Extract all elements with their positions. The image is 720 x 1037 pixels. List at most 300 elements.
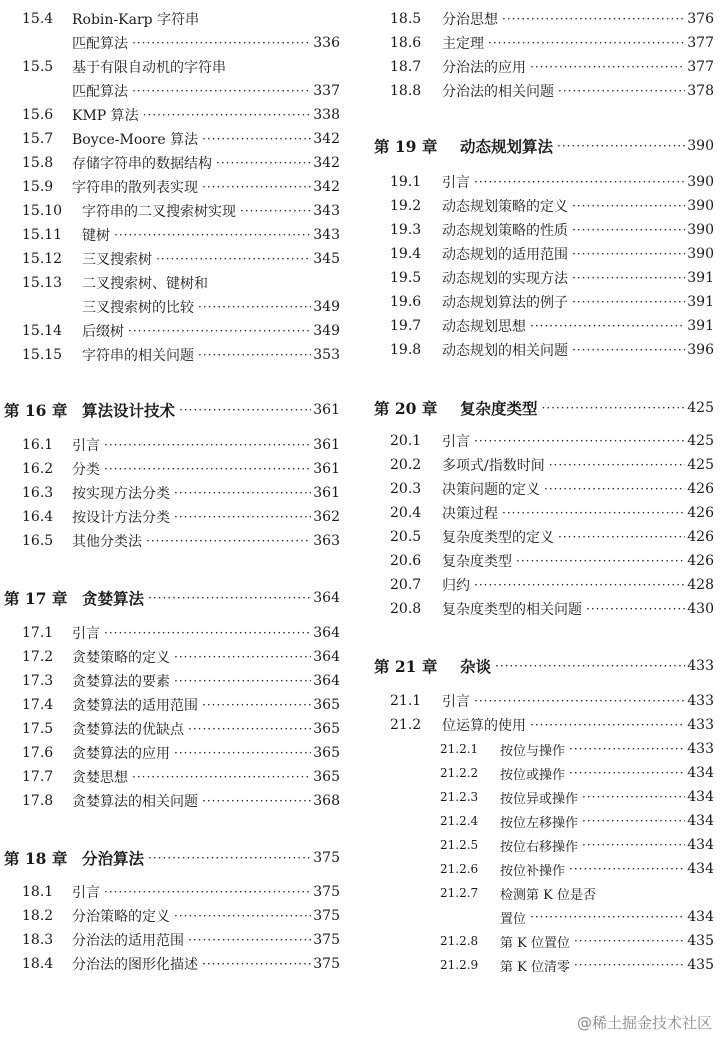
section-number: 20.5 — [390, 529, 422, 545]
toc-entry — [0, 7, 340, 31]
section-number: 15.8 — [22, 155, 54, 171]
page-number: 391 — [687, 294, 714, 310]
section-title: 决策问题的定义 — [442, 482, 540, 498]
section-number: 17.4 — [22, 697, 54, 713]
section-number: 15.9 — [22, 179, 54, 195]
section-number: 15.15 — [22, 347, 63, 363]
page-number: 435 — [687, 957, 714, 973]
page-number: 434 — [687, 789, 714, 805]
leader-dots — [572, 271, 685, 285]
section-number: 21.2.5 — [440, 838, 479, 852]
chapter-number: 第 16 章 — [4, 401, 68, 420]
page-number: 361 — [313, 402, 340, 418]
section-number: 18.2 — [22, 908, 54, 924]
section-title: 动态规划算法的例子 — [442, 295, 568, 311]
leader-dots — [216, 156, 311, 170]
leader-dots — [240, 204, 311, 218]
section-title: 字符串的二叉搜索树实现 — [82, 204, 236, 220]
section-number: 19.4 — [390, 246, 422, 262]
section-title: 分治法的相关问题 — [442, 84, 554, 100]
section-title: 二叉搜索树、键树和 — [82, 276, 208, 292]
section-title: 按设计方法分类 — [72, 510, 170, 526]
toc-entry — [372, 785, 714, 809]
page-number: 434 — [687, 837, 714, 853]
page-number: 345 — [313, 251, 340, 267]
page-number: 433 — [687, 717, 714, 733]
page-number: 426 — [687, 481, 714, 497]
section-number: 21.2 — [390, 717, 422, 733]
section-title: 动态规划的相关问题 — [442, 343, 568, 359]
section-title: 复杂度类型的相关问题 — [442, 602, 582, 618]
section-number: 18.6 — [390, 35, 422, 51]
toc-entry — [372, 761, 714, 785]
page-number: 434 — [687, 765, 714, 781]
toc-entry — [372, 242, 714, 266]
section-title: KMP 算法 — [72, 108, 139, 124]
toc-entry — [0, 952, 340, 976]
page-number: 376 — [687, 11, 714, 27]
section-title: 位运算的使用 — [442, 718, 526, 734]
toc-entry — [0, 789, 340, 813]
chapter-heading — [0, 396, 340, 424]
section-number: 19.3 — [390, 222, 422, 238]
section-number: 21.2.1 — [440, 742, 479, 756]
section-number: 20.7 — [390, 577, 422, 593]
page-number: 365 — [313, 769, 340, 785]
leader-dots — [569, 862, 685, 876]
leader-dots — [542, 401, 686, 415]
toc-entry — [372, 573, 714, 597]
section-title: 按位右移操作 — [500, 839, 579, 855]
leader-dots — [202, 698, 311, 712]
leader-dots — [174, 674, 311, 688]
page-number: 426 — [687, 505, 714, 521]
section-title: 匹配算法 — [72, 36, 128, 52]
section-title: 引言 — [72, 438, 100, 454]
toc-entry — [0, 693, 340, 717]
chapter-number: 第 20 章 — [374, 399, 438, 418]
page-number: 433 — [687, 658, 714, 674]
section-number: 16.2 — [22, 461, 54, 477]
page-number: 378 — [687, 83, 714, 99]
section-number: 17.2 — [22, 649, 54, 665]
section-title: 贪婪算法的要素 — [72, 674, 170, 690]
leader-dots — [174, 746, 311, 760]
chapter-heading — [372, 394, 714, 422]
chapter-heading — [372, 132, 714, 160]
page-number: 426 — [687, 553, 714, 569]
section-number: 19.1 — [390, 174, 422, 190]
toc-entry — [0, 199, 340, 223]
section-number: 15.12 — [22, 251, 63, 267]
section-title: 动态规划策略的定义 — [442, 199, 568, 215]
section-title: 第 K 位置位 — [500, 935, 570, 951]
toc-entry — [0, 669, 340, 693]
section-number: 17.3 — [22, 673, 54, 689]
section-title: 动态规划策略的性质 — [442, 223, 568, 239]
section-title: 按位左移操作 — [500, 815, 579, 831]
chapter-heading — [0, 844, 340, 872]
toc-entry — [0, 645, 340, 669]
page-number: 364 — [313, 625, 340, 641]
page-number: 425 — [687, 400, 714, 416]
toc-entry — [372, 857, 714, 881]
page-number: 375 — [313, 932, 340, 948]
toc-entry — [372, 170, 714, 194]
section-number: 19.6 — [390, 294, 422, 310]
leader-dots — [488, 36, 685, 50]
page-number: 434 — [687, 813, 714, 829]
leader-dots — [188, 722, 311, 736]
section-number: 20.6 — [390, 553, 422, 569]
page-number: 390 — [687, 174, 714, 190]
toc-entry — [0, 103, 340, 127]
page-number: 365 — [313, 697, 340, 713]
toc-entry — [0, 928, 340, 952]
section-number: 15.10 — [22, 203, 63, 219]
section-number: 17.7 — [22, 769, 54, 785]
section-number: 15.7 — [22, 131, 54, 147]
section-number: 20.3 — [390, 481, 422, 497]
section-title: 分治策略的定义 — [72, 909, 170, 925]
section-title: 匹配算法 — [72, 84, 128, 100]
section-title: 引言 — [442, 175, 470, 191]
section-title: 按位与操作 — [500, 743, 566, 759]
leader-dots — [557, 139, 685, 153]
section-number: 21.2.6 — [440, 862, 479, 876]
page-number: 338 — [313, 107, 340, 123]
leader-dots — [495, 659, 685, 673]
section-number: 19.2 — [390, 198, 422, 214]
section-title: 按位补操作 — [500, 863, 566, 879]
section-title: 贪婪算法的优缺点 — [72, 722, 184, 738]
section-number: 21.2.4 — [440, 814, 479, 828]
leader-dots — [569, 766, 685, 780]
section-title: 贪婪算法的应用 — [72, 746, 170, 762]
toc-entry — [0, 765, 340, 789]
leader-dots — [558, 530, 685, 544]
toc-entry — [0, 343, 340, 367]
toc-entry — [372, 266, 714, 290]
section-title: 其他分类法 — [72, 534, 142, 550]
toc-entry — [372, 549, 714, 573]
toc-entry — [372, 737, 714, 761]
leader-dots — [104, 462, 311, 476]
leader-dots — [572, 223, 685, 237]
toc-entry — [0, 529, 340, 553]
leader-dots — [572, 295, 685, 309]
leader-dots — [572, 199, 685, 213]
leader-dots — [104, 626, 311, 640]
section-title: 置位 — [500, 911, 527, 927]
section-title: 字符串的散列表实现 — [72, 180, 198, 196]
section-title: 分治法的适用范围 — [72, 933, 184, 949]
section-number: 17.8 — [22, 793, 54, 809]
section-number: 16.3 — [22, 485, 54, 501]
section-number: 15.4 — [22, 11, 54, 27]
page-number: 428 — [687, 577, 714, 593]
chapter-heading — [372, 652, 714, 680]
leader-dots — [474, 694, 685, 708]
page-number: 433 — [687, 741, 714, 757]
section-number: 19.8 — [390, 342, 422, 358]
toc-entry — [0, 55, 340, 79]
toc-entry — [0, 151, 340, 175]
page-number: 353 — [313, 347, 340, 363]
leader-dots — [132, 770, 311, 784]
section-title: 引言 — [442, 694, 470, 710]
chapter-number: 第 17 章 — [4, 589, 68, 608]
toc-entry — [372, 218, 714, 242]
leader-dots — [549, 458, 686, 472]
leader-dots — [156, 252, 311, 266]
page-number: 343 — [313, 227, 340, 243]
chapter-number: 第 18 章 — [4, 849, 68, 868]
toc-entry — [0, 457, 340, 481]
page-number: 377 — [687, 59, 714, 75]
section-title: Boyce-Moore 算法 — [72, 132, 199, 148]
section-number: 21.2.2 — [440, 766, 479, 780]
section-title: 动态规划的实现方法 — [442, 271, 568, 287]
page-number: 342 — [313, 155, 340, 171]
section-title: 基于有限自动机的字符串 — [72, 60, 226, 76]
toc-entry — [0, 741, 340, 765]
leader-dots — [474, 578, 685, 592]
page-number: 363 — [313, 533, 340, 549]
section-number: 18.7 — [390, 59, 422, 75]
leader-dots — [474, 434, 685, 448]
section-title: 决策过程 — [442, 506, 498, 522]
toc-entry — [372, 31, 714, 55]
chapter-title: 杂谈 — [460, 657, 492, 676]
section-number: 19.7 — [390, 318, 422, 334]
leader-dots — [544, 482, 685, 496]
page-number: 365 — [313, 721, 340, 737]
leader-dots — [202, 132, 311, 146]
section-title: 引言 — [72, 626, 100, 642]
section-title: 分类 — [72, 462, 100, 478]
section-number: 17.1 — [22, 625, 54, 641]
toc-entry — [0, 79, 340, 103]
page-number: 349 — [313, 299, 340, 315]
toc-entry — [0, 223, 340, 247]
toc-entry — [0, 717, 340, 741]
chapter-title: 分治算法 — [82, 849, 145, 868]
section-number: 18.1 — [22, 884, 54, 900]
section-number: 21.1 — [390, 693, 422, 709]
toc-entry — [0, 319, 340, 343]
page-number: 364 — [313, 590, 340, 606]
toc-entry — [0, 175, 340, 199]
toc-entry — [372, 7, 714, 31]
leader-dots — [132, 84, 311, 98]
page-number: 362 — [313, 509, 340, 525]
leader-dots — [114, 228, 311, 242]
section-number: 16.4 — [22, 509, 54, 525]
page-number: 361 — [313, 485, 340, 501]
leader-dots — [558, 84, 685, 98]
leader-dots — [202, 957, 311, 971]
leader-dots — [502, 506, 685, 520]
toc-entry — [0, 481, 340, 505]
section-title: Robin-Karp 字符串 — [72, 12, 200, 28]
leader-dots — [572, 343, 685, 357]
toc-entry — [372, 477, 714, 501]
leader-dots — [502, 12, 685, 26]
toc-entry — [372, 501, 714, 525]
section-title: 贪婪策略的定义 — [72, 650, 170, 666]
section-title: 主定理 — [442, 36, 484, 52]
toc-entry — [372, 713, 714, 737]
page-number: 364 — [313, 649, 340, 665]
section-number: 17.5 — [22, 721, 54, 737]
toc-entry — [372, 338, 714, 362]
section-title: 引言 — [442, 434, 470, 450]
leader-dots — [202, 180, 311, 194]
toc-entry — [0, 127, 340, 151]
leader-dots — [128, 324, 311, 338]
section-title: 分治法的图形化描述 — [72, 957, 198, 973]
section-number: 18.5 — [390, 11, 422, 27]
section-number: 15.14 — [22, 323, 63, 339]
section-number: 16.5 — [22, 533, 54, 549]
page-number: 396 — [687, 342, 714, 358]
toc-entry — [0, 295, 340, 319]
leader-dots — [132, 36, 311, 50]
section-title: 分治思想 — [442, 12, 498, 28]
leader-dots — [569, 742, 685, 756]
section-title: 复杂度类型的定义 — [442, 530, 554, 546]
leader-dots — [174, 486, 311, 500]
toc-entry — [0, 31, 340, 55]
leader-dots — [198, 300, 311, 314]
leader-dots — [574, 934, 685, 948]
page-number: 349 — [313, 323, 340, 339]
toc-entry — [0, 247, 340, 271]
section-title: 按位异或操作 — [500, 791, 579, 807]
toc-entry — [372, 809, 714, 833]
page-number: 361 — [313, 461, 340, 477]
section-title: 复杂度类型 — [442, 554, 512, 570]
section-number: 16.1 — [22, 437, 54, 453]
page-number: 377 — [687, 35, 714, 51]
page-number: 364 — [313, 673, 340, 689]
chapter-heading — [0, 584, 340, 612]
leader-dots — [586, 602, 685, 616]
page-number: 430 — [687, 601, 714, 617]
page-number: 434 — [687, 909, 714, 925]
section-title: 按位或操作 — [500, 767, 566, 783]
section-number: 21.2.3 — [440, 790, 479, 804]
chapter-title: 复杂度类型 — [460, 399, 538, 418]
section-title: 第 K 位清零 — [500, 959, 570, 975]
leader-dots — [572, 247, 685, 261]
leader-dots — [188, 933, 311, 947]
toc-entry — [0, 433, 340, 457]
page-number: 425 — [687, 433, 714, 449]
section-number: 19.5 — [390, 270, 422, 286]
section-title: 键树 — [82, 228, 110, 244]
page-number: 426 — [687, 529, 714, 545]
toc-entry — [372, 453, 714, 477]
section-number: 21.2.7 — [440, 886, 479, 900]
section-title: 引言 — [72, 885, 100, 901]
section-title: 检测第 K 位是否 — [500, 887, 596, 903]
section-number: 21.2.9 — [440, 958, 479, 972]
toc-entry — [372, 290, 714, 314]
page-number: 390 — [687, 246, 714, 262]
toc-entry — [372, 314, 714, 338]
toc-entry — [372, 905, 714, 929]
page-number: 435 — [687, 933, 714, 949]
page-number: 337 — [313, 83, 340, 99]
chapter-title: 贪婪算法 — [82, 589, 145, 608]
leader-dots — [146, 534, 311, 548]
page-number: 365 — [313, 745, 340, 761]
toc-entry — [372, 55, 714, 79]
toc-entry — [0, 904, 340, 928]
leader-dots — [179, 403, 311, 417]
leader-dots — [198, 348, 311, 362]
section-title: 贪婪思想 — [72, 770, 128, 786]
chapter-title: 算法设计技术 — [82, 401, 176, 420]
leader-dots — [148, 591, 311, 605]
section-title: 分治法的应用 — [442, 60, 526, 76]
section-title: 贪婪算法的适用范围 — [72, 698, 198, 714]
page-number: 361 — [313, 437, 340, 453]
section-number: 20.4 — [390, 505, 422, 521]
leader-dots — [174, 650, 311, 664]
page-number: 342 — [313, 179, 340, 195]
leader-dots — [474, 175, 685, 189]
section-number: 20.2 — [390, 457, 422, 473]
page-number: 343 — [313, 203, 340, 219]
leader-dots — [530, 718, 685, 732]
leader-dots — [582, 790, 685, 804]
toc-entry — [372, 429, 714, 453]
toc-entry — [372, 79, 714, 103]
section-title: 后缀树 — [82, 324, 124, 340]
section-title: 存储字符串的数据结构 — [72, 156, 212, 172]
leader-dots — [582, 814, 685, 828]
section-number: 20.1 — [390, 433, 422, 449]
toc-entry — [372, 597, 714, 621]
section-number: 18.3 — [22, 932, 54, 948]
leader-dots — [582, 838, 685, 852]
section-title: 三叉搜索树的比较 — [82, 300, 194, 316]
page-number: 434 — [687, 861, 714, 877]
section-title: 字符串的相关问题 — [82, 348, 194, 364]
page-number: 375 — [313, 956, 340, 972]
leader-dots — [530, 60, 685, 74]
leader-dots — [530, 910, 685, 924]
section-number: 15.5 — [22, 59, 54, 75]
page-number: 391 — [687, 270, 714, 286]
toc-entry — [372, 689, 714, 713]
toc-entry — [0, 271, 340, 295]
leader-dots — [202, 794, 311, 808]
page-number: 375 — [313, 908, 340, 924]
section-number: 18.4 — [22, 956, 54, 972]
section-number: 15.13 — [22, 275, 63, 291]
page-number: 433 — [687, 693, 714, 709]
page-number: 375 — [313, 850, 340, 866]
section-title: 多项式/指数时间 — [442, 458, 545, 474]
section-number: 18.8 — [390, 83, 422, 99]
toc-entry — [372, 953, 714, 977]
section-number: 20.8 — [390, 601, 422, 617]
toc-entry — [372, 929, 714, 953]
